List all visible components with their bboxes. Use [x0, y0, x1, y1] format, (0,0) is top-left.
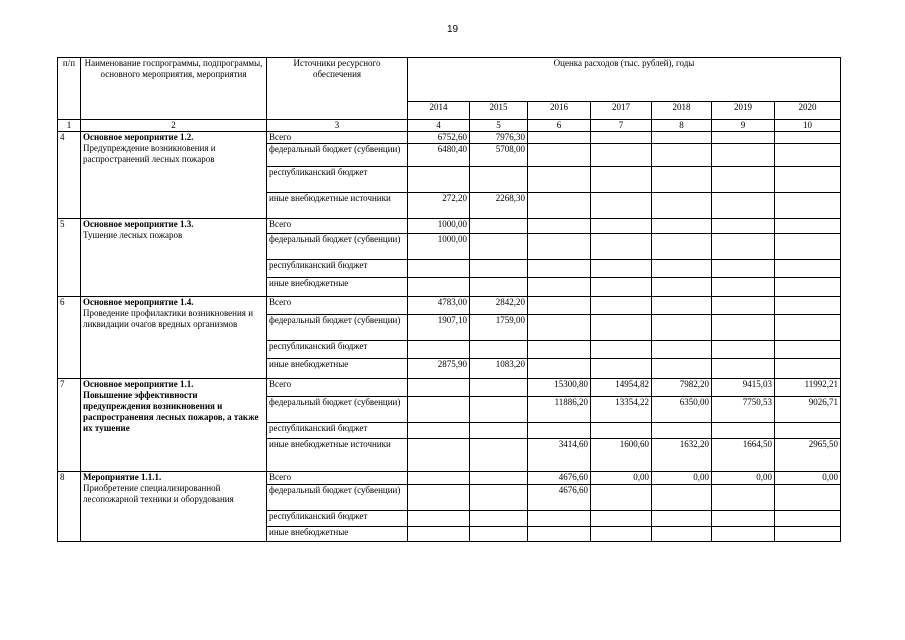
funding-source: федеральный бюджет (субвенции)	[267, 315, 408, 341]
column-number: 10	[775, 120, 841, 132]
amount-cell	[470, 219, 528, 234]
amount-cell: 2268,30	[470, 193, 528, 219]
amount-cell	[775, 167, 841, 193]
funding-source: Всего	[267, 472, 408, 485]
amount-cell	[591, 132, 652, 144]
amount-cell	[652, 132, 712, 144]
amount-cell: 13354,22	[591, 397, 652, 423]
funding-source: иные внебюджетные	[267, 527, 408, 542]
column-number: 8	[652, 120, 712, 132]
amount-cell	[528, 234, 591, 260]
header-year: 2017	[591, 102, 652, 120]
amount-cell	[528, 167, 591, 193]
amount-cell: 5708,00	[470, 144, 528, 167]
amount-cell	[408, 167, 470, 193]
funding-source: республиканский бюджет	[267, 341, 408, 359]
funding-source: иные внебюджетные источники	[267, 193, 408, 219]
amount-cell: 15300,80	[528, 379, 591, 397]
header-year: 2020	[775, 102, 841, 120]
activity-cell	[81, 219, 267, 297]
amount-cell: 4676,60	[528, 472, 591, 485]
table-row	[58, 219, 841, 234]
column-number: 4	[408, 120, 470, 132]
header-year: 2014	[408, 102, 470, 120]
amount-cell	[712, 167, 775, 193]
funding-source: федеральный бюджет (субвенции)	[267, 397, 408, 423]
amount-cell	[712, 423, 775, 439]
amount-cell: 1907,10	[408, 315, 470, 341]
amount-cell	[712, 260, 775, 278]
amount-cell	[591, 167, 652, 193]
amount-cell	[652, 423, 712, 439]
amount-cell	[775, 423, 841, 439]
amount-cell	[652, 144, 712, 167]
amount-cell	[408, 485, 470, 511]
amount-cell	[470, 511, 528, 527]
activity-cell	[81, 379, 267, 472]
amount-cell: 7976,30	[470, 132, 528, 144]
amount-cell	[528, 144, 591, 167]
amount-cell	[775, 341, 841, 359]
table-row	[58, 379, 841, 397]
amount-cell: 9415,03	[712, 379, 775, 397]
amount-cell	[470, 485, 528, 511]
amount-cell	[652, 359, 712, 379]
activity-description: Повышение эффективности предупреждения возникновения и распространения лесных пожаров, а также их тушение	[83, 390, 259, 433]
amount-cell	[652, 315, 712, 341]
amount-cell	[528, 193, 591, 219]
amount-cell	[652, 278, 712, 297]
amount-cell	[470, 278, 528, 297]
amount-cell	[408, 397, 470, 423]
amount-cell: 0,00	[591, 472, 652, 485]
funding-source: республиканский бюджет	[267, 423, 408, 439]
amount-cell	[775, 144, 841, 167]
amount-cell	[652, 193, 712, 219]
amount-cell: 2842,20	[470, 297, 528, 315]
amount-cell	[591, 144, 652, 167]
activity-title: Основное мероприятие 1.1.	[83, 379, 194, 389]
activity-title: Основное мероприятие 1.4.	[83, 297, 194, 307]
amount-cell: 0,00	[712, 472, 775, 485]
amount-cell: 1083,20	[470, 359, 528, 379]
amount-cell	[591, 260, 652, 278]
amount-cell	[712, 315, 775, 341]
table-row	[58, 297, 841, 315]
amount-cell: 6480,40	[408, 144, 470, 167]
activity-title: Основное мероприятие 1.2.	[83, 132, 194, 142]
header-year: 2015	[470, 102, 528, 120]
column-number: 2	[81, 120, 267, 132]
amount-cell	[528, 315, 591, 341]
amount-cell	[591, 359, 652, 379]
header-year: 2019	[712, 102, 775, 120]
amount-cell: 6752,60	[408, 132, 470, 144]
amount-cell	[775, 234, 841, 260]
column-number: 6	[528, 120, 591, 132]
amount-cell	[591, 278, 652, 297]
amount-cell	[470, 234, 528, 260]
amount-cell	[591, 315, 652, 341]
amount-cell: 4783,00	[408, 297, 470, 315]
amount-cell	[591, 485, 652, 511]
amount-cell	[528, 260, 591, 278]
amount-cell	[652, 341, 712, 359]
header-name: Наименование госпрограммы, подпрограммы, основного мероприятия, мероприятия	[81, 58, 267, 120]
amount-cell: 1664,50	[712, 439, 775, 472]
amount-cell: 1000,00	[408, 234, 470, 260]
table-header	[58, 58, 841, 132]
table-row	[58, 132, 841, 144]
funding-source: иные внебюджетные источники	[267, 439, 408, 472]
activity-title: Мероприятие 1.1.1.	[83, 472, 162, 482]
amount-cell	[408, 472, 470, 485]
amount-cell	[408, 278, 470, 297]
header-row-number: п/п	[58, 58, 81, 120]
amount-cell	[591, 219, 652, 234]
funding-source: республиканский бюджет	[267, 260, 408, 278]
amount-cell	[408, 527, 470, 542]
amount-cell: 1632,20	[652, 439, 712, 472]
activity-cell	[81, 472, 267, 542]
page-number: 19	[446, 24, 459, 35]
amount-cell: 9026,71	[775, 397, 841, 423]
amount-cell	[712, 511, 775, 527]
amount-cell	[408, 439, 470, 472]
funding-source: Всего	[267, 379, 408, 397]
amount-cell	[470, 379, 528, 397]
amount-cell	[775, 359, 841, 379]
amount-cell	[470, 527, 528, 542]
amount-cell	[591, 527, 652, 542]
column-number: 3	[267, 120, 408, 132]
amount-cell	[470, 341, 528, 359]
amount-cell	[712, 219, 775, 234]
amount-cell	[712, 278, 775, 297]
amount-cell: 2875,90	[408, 359, 470, 379]
column-number: 1	[58, 120, 81, 132]
funding-source: Всего	[267, 132, 408, 144]
amount-cell	[652, 219, 712, 234]
amount-cell	[775, 527, 841, 542]
amount-cell	[591, 193, 652, 219]
amount-cell	[528, 132, 591, 144]
amount-cell: 1759,00	[470, 315, 528, 341]
amount-cell	[712, 193, 775, 219]
amount-cell	[775, 193, 841, 219]
amount-cell	[528, 423, 591, 439]
amount-cell	[712, 359, 775, 379]
row-number: 5	[58, 219, 81, 297]
header-year: 2016	[528, 102, 591, 120]
amount-cell	[591, 234, 652, 260]
funding-source: иные внебюджетные	[267, 359, 408, 379]
amount-cell	[652, 511, 712, 527]
activity-description: Тушение лесных пожаров	[83, 230, 183, 240]
row-number: 4	[58, 132, 81, 219]
amount-cell	[652, 234, 712, 260]
amount-cell	[712, 341, 775, 359]
amount-cell	[528, 341, 591, 359]
amount-cell	[652, 485, 712, 511]
budget-table	[57, 57, 841, 542]
funding-source: Всего	[267, 297, 408, 315]
amount-cell: 6350,00	[652, 397, 712, 423]
funding-source: Всего	[267, 219, 408, 234]
amount-cell	[775, 132, 841, 144]
amount-cell: 7982,20	[652, 379, 712, 397]
amount-cell	[652, 297, 712, 315]
column-number: 7	[591, 120, 652, 132]
amount-cell	[591, 341, 652, 359]
amount-cell	[712, 527, 775, 542]
activity-cell	[81, 132, 267, 219]
funding-source: иные внебюджетные	[267, 278, 408, 297]
funding-source: федеральный бюджет (субвенции)	[267, 144, 408, 167]
header-source: Источники ресурсного обеспечения	[267, 58, 408, 120]
amount-cell	[652, 260, 712, 278]
amount-cell: 0,00	[652, 472, 712, 485]
table-body	[58, 132, 841, 542]
amount-cell	[470, 423, 528, 439]
amount-cell	[408, 379, 470, 397]
amount-cell	[652, 527, 712, 542]
amount-cell	[528, 278, 591, 297]
amount-cell	[775, 485, 841, 511]
row-number: 7	[58, 379, 81, 472]
funding-source: республиканский бюджет	[267, 511, 408, 527]
amount-cell: 4676,60	[528, 485, 591, 511]
activity-cell	[81, 297, 267, 379]
funding-source: федеральный бюджет (субвенции)	[267, 234, 408, 260]
amount-cell	[712, 297, 775, 315]
amount-cell	[712, 485, 775, 511]
amount-cell	[712, 132, 775, 144]
amount-cell	[775, 260, 841, 278]
amount-cell	[712, 144, 775, 167]
amount-cell	[470, 167, 528, 193]
amount-cell: 14954,82	[591, 379, 652, 397]
header-year: 2018	[652, 102, 712, 120]
funding-source: республиканский бюджет	[267, 167, 408, 193]
amount-cell	[528, 219, 591, 234]
amount-cell	[775, 297, 841, 315]
amount-cell	[528, 527, 591, 542]
amount-cell	[528, 511, 591, 527]
amount-cell: 2965,50	[775, 439, 841, 472]
amount-cell	[712, 234, 775, 260]
amount-cell: 0,00	[775, 472, 841, 485]
amount-cell	[470, 397, 528, 423]
activity-description: Проведение профилактики возникновения и ликвидации очагов вредных организмов	[83, 308, 254, 329]
row-number: 6	[58, 297, 81, 379]
activity-description: Предупреждение возникновения и распространений лесных пожаров	[83, 143, 216, 164]
amount-cell	[775, 219, 841, 234]
amount-cell	[652, 167, 712, 193]
column-number: 9	[712, 120, 775, 132]
activity-description: Приобретение специализированной лесопожарной техники и оборудования	[83, 483, 234, 504]
row-number: 8	[58, 472, 81, 542]
amount-cell	[470, 439, 528, 472]
amount-cell: 7750,53	[712, 397, 775, 423]
amount-cell: 11886,20	[528, 397, 591, 423]
header-cost-estimate: Оценка расходов (тыс. рублей), годы	[408, 58, 841, 102]
amount-cell	[470, 472, 528, 485]
amount-cell	[408, 423, 470, 439]
table-row	[58, 472, 841, 485]
amount-cell: 3414,60	[528, 439, 591, 472]
amount-cell	[408, 260, 470, 278]
amount-cell	[408, 511, 470, 527]
amount-cell: 11992,21	[775, 379, 841, 397]
amount-cell	[775, 511, 841, 527]
amount-cell	[775, 278, 841, 297]
amount-cell	[470, 260, 528, 278]
funding-source: федеральный бюджет (субвенции)	[267, 485, 408, 511]
column-number: 5	[470, 120, 528, 132]
amount-cell: 272,20	[408, 193, 470, 219]
amount-cell: 1000,00	[408, 219, 470, 234]
amount-cell	[408, 341, 470, 359]
amount-cell	[528, 297, 591, 315]
activity-title: Основное мероприятие 1.3.	[83, 219, 194, 229]
amount-cell	[528, 359, 591, 379]
amount-cell	[591, 423, 652, 439]
amount-cell	[591, 297, 652, 315]
amount-cell: 1600,60	[591, 439, 652, 472]
amount-cell	[591, 511, 652, 527]
amount-cell	[775, 315, 841, 341]
